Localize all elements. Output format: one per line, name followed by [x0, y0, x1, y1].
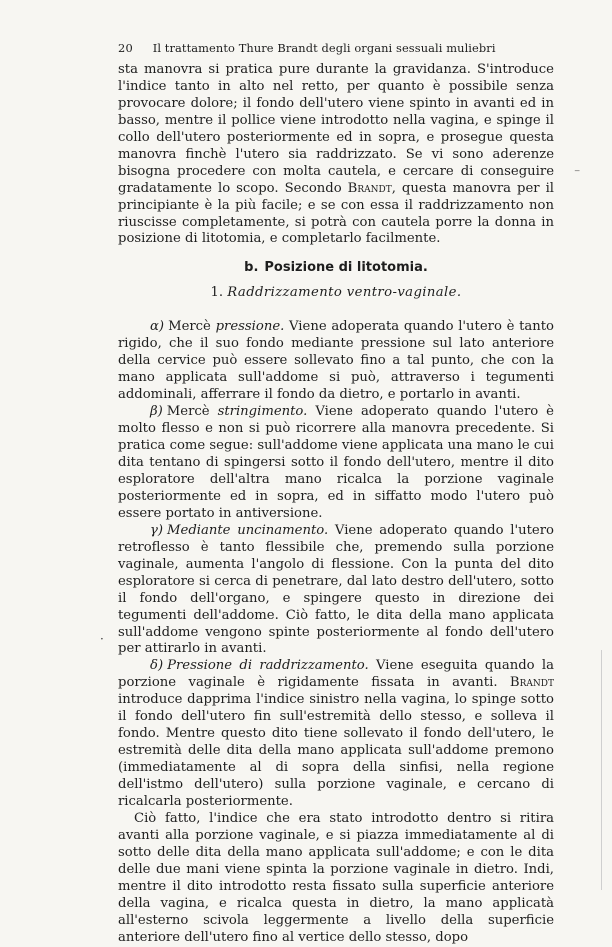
author-name: Brandt	[509, 675, 554, 691]
margin-mark: ⁻	[574, 166, 581, 180]
running-title: Il trattamento Thure Brandt degli organi sessuali muliebri	[152, 41, 496, 55]
subsection-heading	[118, 285, 554, 302]
running-header	[118, 40, 554, 57]
item-alpha: α) Mercè pressione. Viene adoperata quando l'utero è tanto rigido, che il suo fondo mediante pressione sul lato anteriore della cervice può essere sollevato fino a tal punto, che con la mano applicata sull'addome si può, attraverso i tegumenti addominali, afferrare il fondo da dietro, e portarlo in avanti.	[118, 319, 554, 403]
item-marker: β)	[150, 404, 163, 420]
item-beta: β) Mercè stringimento. Viene adoperato quando l'utero è molto flesso e non si può ricorrere alla manovra precedente. Si pratica come segue: sull'addome viene applicata una mano le cui dita tentano di spingersi sotto il fondo dell'utero, mentre il dito esploratore dell'altra mano ricalca la porzione vaginale posteriormente ed in sopra, ed in siffatto modo l'utero può essere portato in antiversione.	[118, 404, 554, 521]
item-delta: δ) Pressione di raddrizzamento. Viene eseguita quando la porzione vaginale è rigidamente fissata in avanti. Brandt introduce dapprima l'indice sinistro nella vagina, lo spinge sotto il fondo dell'utero fin sull'estremità dello stesso, e solleva il fondo. Mentre questo dito tiene sollevato il fondo dell'utero, le estremità delle dita della mano applicata sull'addome premono (immediatamente al di sopra della sinfisi, nella regione dell'istmo dell'utero) sulla porzione vaginale, e cercano di ricalcarla posteriormente.	[118, 658, 554, 810]
section-label: b.	[244, 260, 259, 276]
page-edge-line	[601, 650, 602, 890]
section-heading	[118, 260, 554, 277]
item-marker: α)	[150, 319, 165, 335]
section-title: Posizione di litotomia.	[264, 260, 428, 276]
item-term: pressione.	[215, 319, 285, 335]
item-term: Pressione di raddrizzamento.	[167, 658, 369, 674]
item-gamma: γ) Mediante uncinamento. Viene adoperato quando l'utero retroflesso è tanto flessibile che, premendo sulla porzione vaginale, aumenta l'angolo di flessione. Con la punta del dito esploratore si cerca di penetrare, dal lato destro dell'utero, sotto il fondo dell'organo, e spingere questo in direzione dei tegumenti dell'addome. Ciò fatto, le dita della mano applicata sull'addome vengono spinte posteriormente al fondo dell'utero per attirarlo in avanti.	[118, 522, 554, 657]
author-name: Brandt	[347, 180, 392, 196]
subsection-title: Raddrizzamento ventro-vaginale.	[227, 285, 462, 301]
page-number: 20	[118, 41, 133, 55]
item-term: Mediante uncinamento.	[167, 522, 329, 538]
closing-paragraph: Ciò fatto, l'indice che era stato introdotto dentro si ritira avanti alla porzione vaginale, e si piazza immediatamente al di sotto delle dita della mano applicata sull'addome; e con le dita delle due mani viene spinta la porzione vaginale in dietro. Indi, mentre il dito introdotto resta fissato sulla superficie anteriore della vagina, e ricalca questa in dietro, la mano applicatà all'esterno scivola leggermente a livello della superficie anteriore dell'utero fino al vertice dello stesso, dopo	[118, 810, 554, 945]
item-term: stringimento.	[217, 404, 308, 420]
intro-paragraph: sta manovra si pratica pure durante la gravidanza. S'introduce l'indice tanto in alto nel retto, per quanto è possibile senza provocare dolore; il fondo dell'utero viene spinto in avanti ed in basso, mentre il pollice viene introdotto nella vagina, e spinge il collo dell'utero posteriormente ed in sopra, e prosegue questa manovra finchè l'utero sia raddrizzato. Se vi sono aderenze bisogna procedere con molta cautela, e cercare di conseguire gradatamente lo scopo. Secondo Brandt, questa manovra per il principiante è la più facile; e se con essa il raddrizzamento non riuscisse completamente, si potrà con cautela porre la donna in posizione di litotomia, e completarlo facilmente.	[118, 61, 555, 247]
item-marker: δ)	[150, 658, 164, 674]
subsection-number: 1.	[210, 285, 224, 301]
item-marker: γ)	[150, 522, 164, 538]
margin-mark: ·	[100, 632, 104, 646]
book-page	[118, 40, 554, 947]
